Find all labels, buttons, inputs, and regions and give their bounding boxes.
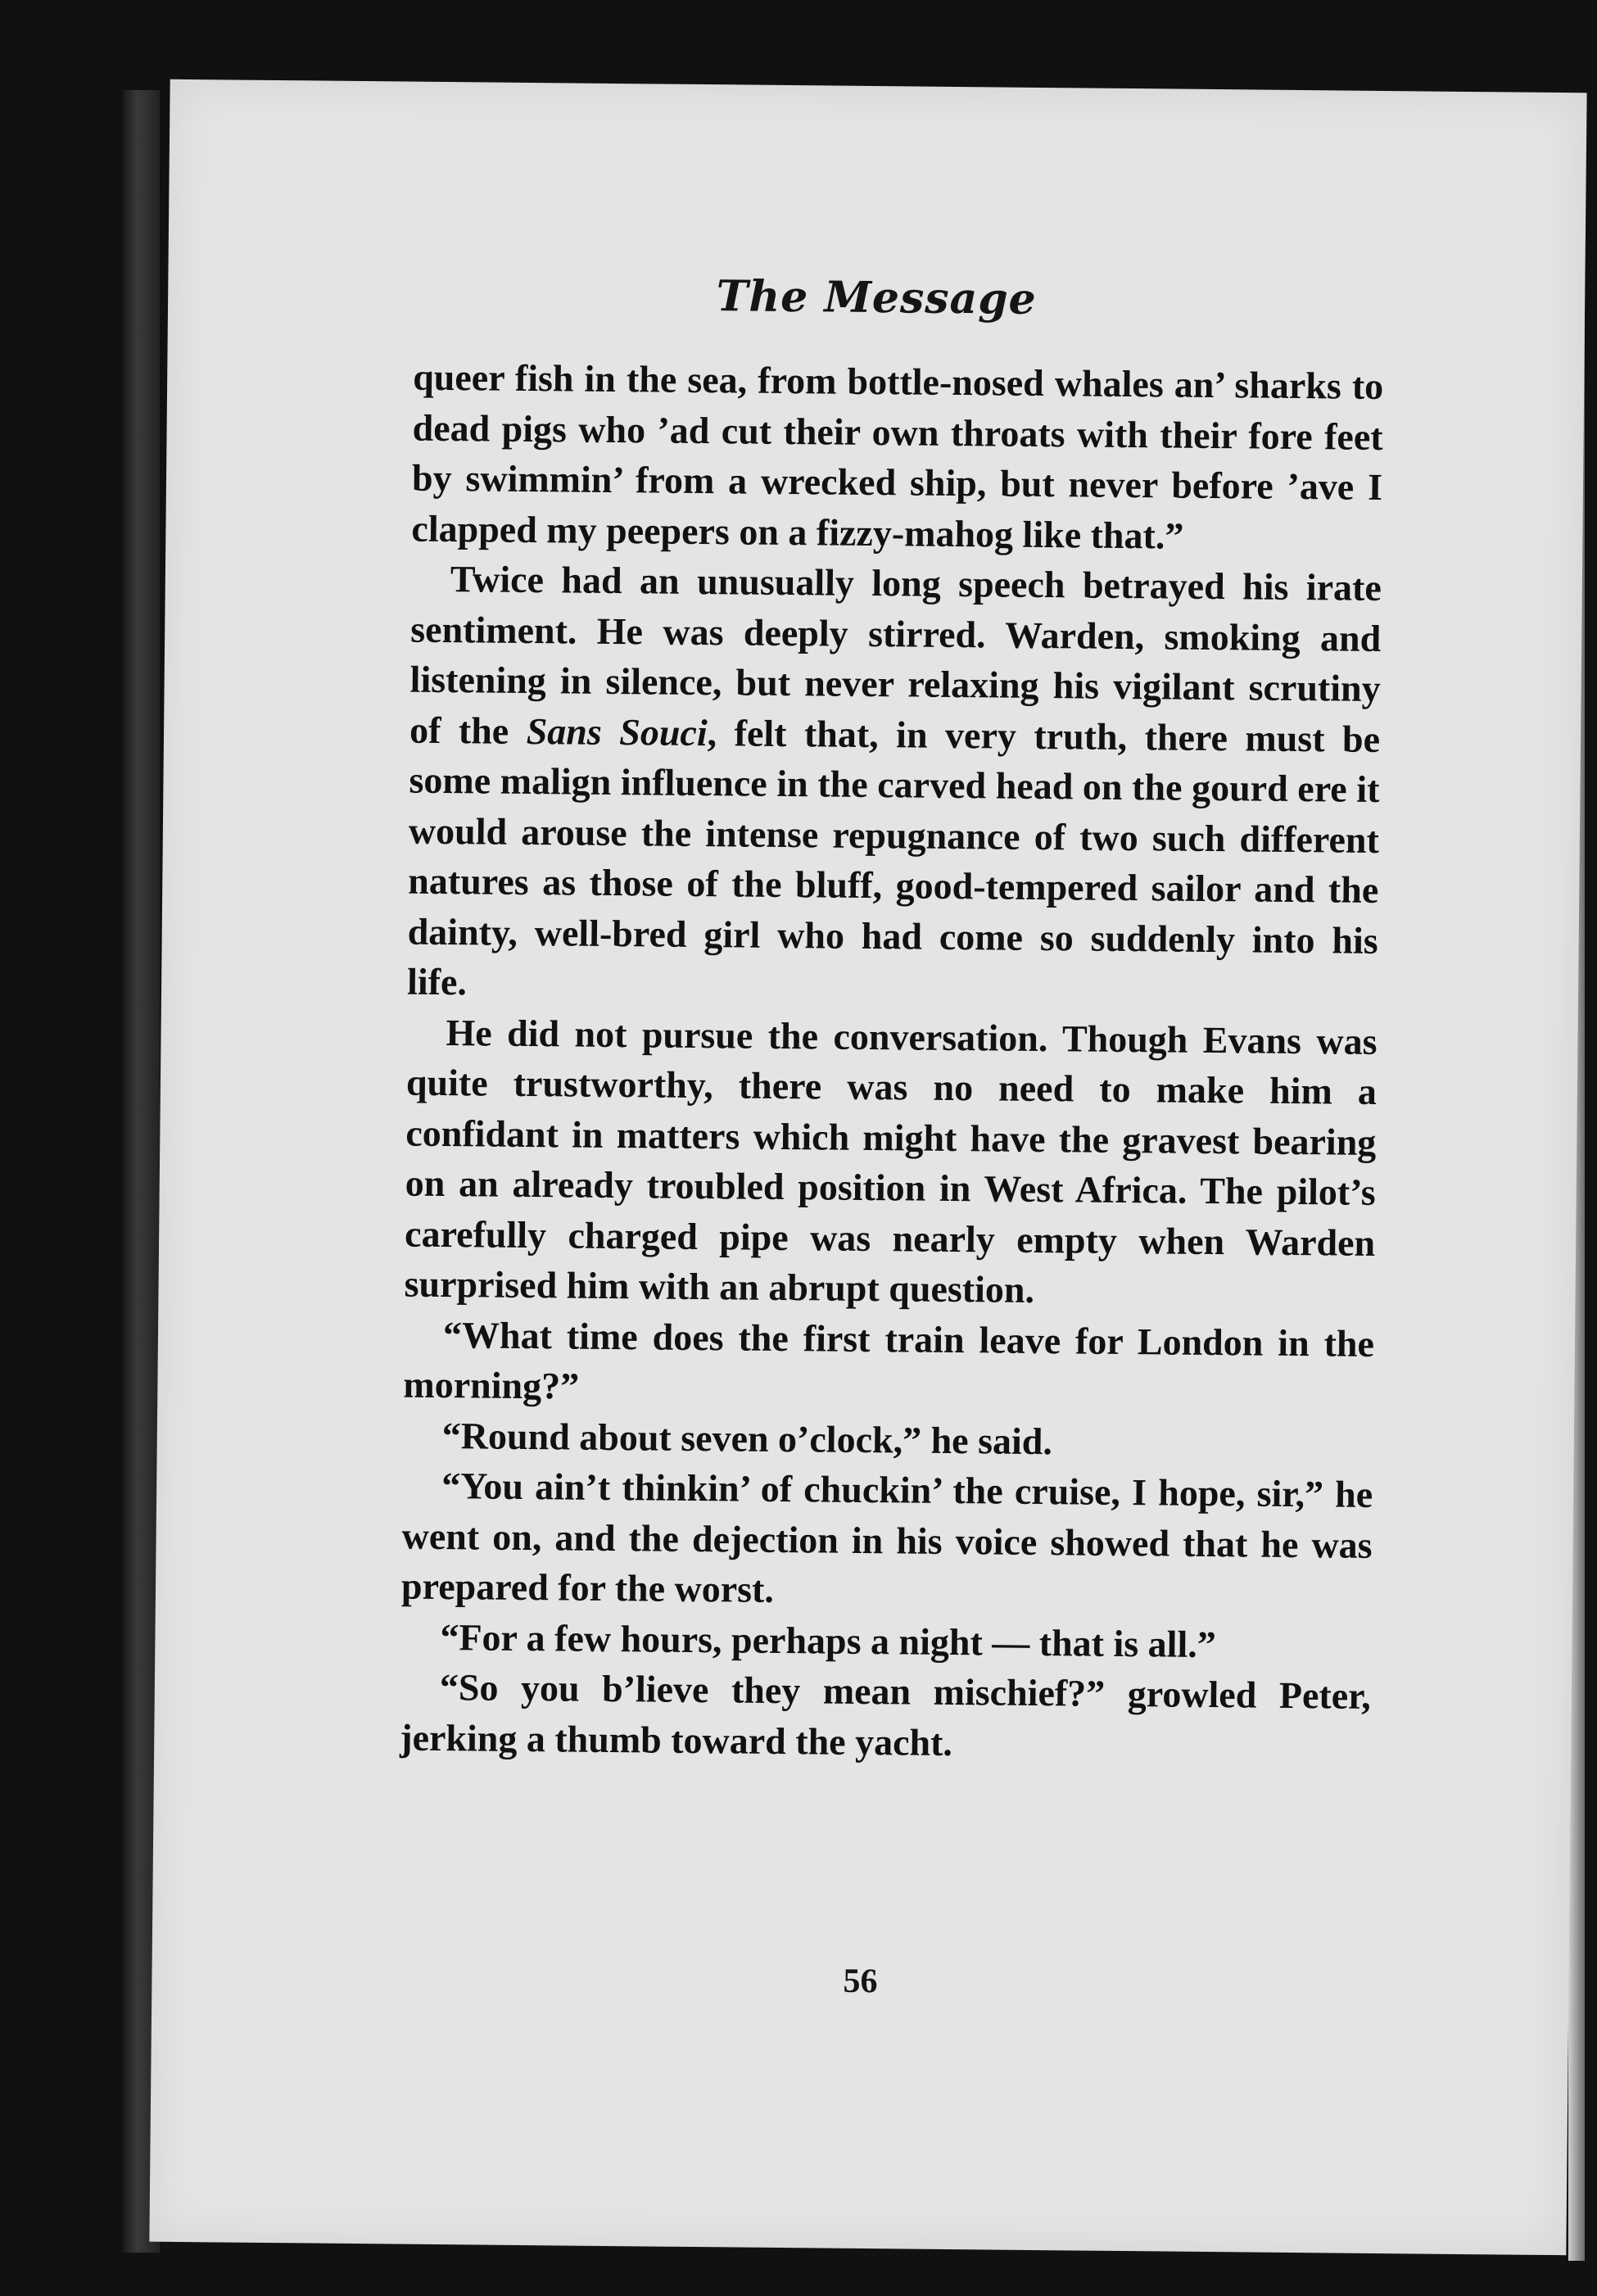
running-head: The Message (716, 271, 1037, 324)
paragraph: “For a few hours, perhaps a night — that is all.” (440, 1615, 1217, 1665)
paragraph: “Round about seven o’clock,” he said. (441, 1414, 1053, 1462)
paragraph: “What time does the first train leave for London in the morning?” (403, 1313, 1375, 1407)
paragraph: “So you b’lieve they mean mischief?” growled Peter, jerking a thumb toward the yacht. (400, 1666, 1372, 1764)
paragraph: queer fish in the sea, from bottle-nosed whales an’ sharks to dead pigs who ’ad cut their own throats with their fore feet by swimmin’ from a wrecked ship, but never before ’ave I clapped my peepers on a fizzy-mahog like that.” (411, 355, 1384, 557)
yacht-name: Sans Souci (526, 709, 708, 754)
page-number: 56 (843, 1962, 878, 2001)
body-text (400, 352, 1383, 1772)
paragraph: Twice had an unusually long speech betrayed his irate sentiment. He was deeply stirred. Warden, smoking and listening in silence, but never relaxing his vigilant scrutiny of the Sans Souci, felt that, in very truth, there must be some malign influence in the carved head on the gourd ere it would arouse the intense repugnance of two such different natures as those of the bluff, good-tempered sailor and the dainty, well-bred girl who had come so suddenly into his life. (406, 558, 1382, 1003)
book-page (149, 79, 1586, 2255)
paragraph: He did not pursue the conversation. Though Evans was quite trustworthy, there was no need to make him a confidant in matters which might have the gravest bearing on an already troubled position in West Africa. The pilot’s carefully charged pipe was nearly empty when Warden surprised him with an abrupt question. (404, 1011, 1378, 1311)
paragraph: “You ain’t thinkin’ of chuckin’ the cruise, I hope, sir,” he went on, and the dejection in his voice showed that he was prepared for the worst. (400, 1465, 1373, 1610)
